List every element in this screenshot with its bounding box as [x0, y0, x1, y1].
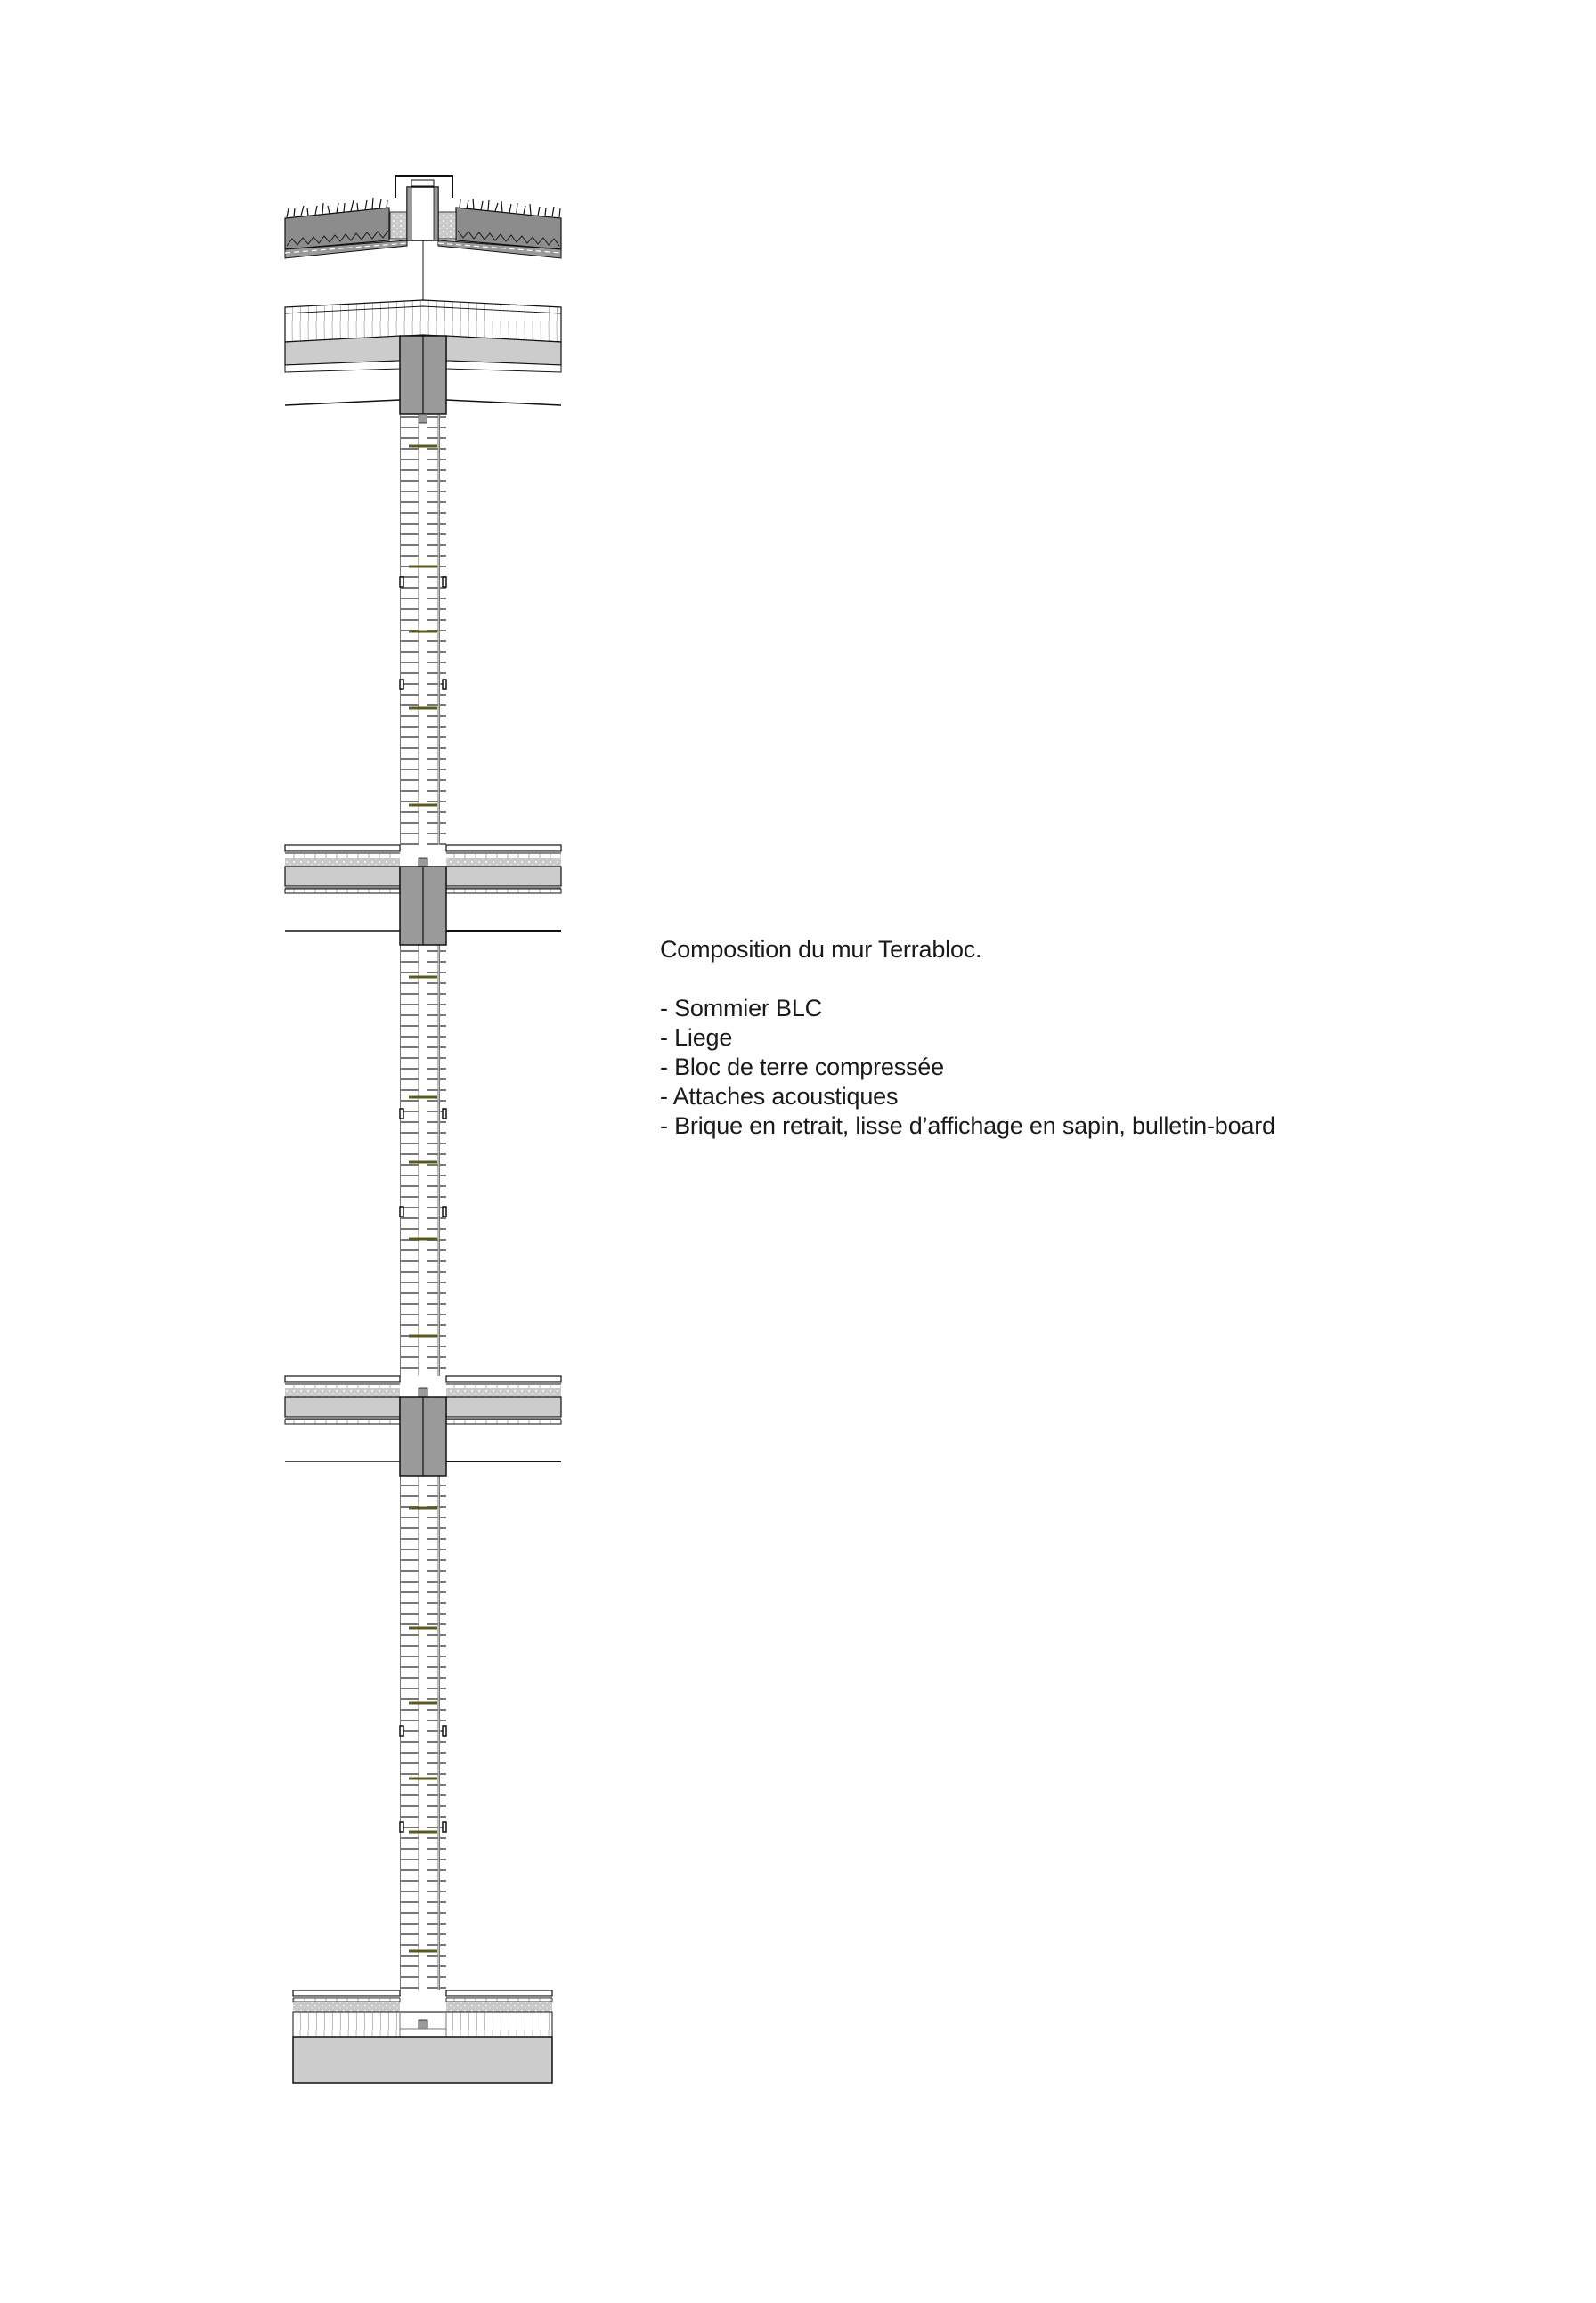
ground-slab — [293, 1990, 552, 2083]
glulam-beam-floor-1 — [400, 867, 446, 945]
composition-item-brique: - Brique en retrait, lisse d’affichage en sapin, bulletin-board — [660, 1112, 1275, 1139]
composition-item-bloc-terre: - Bloc de terre compressée — [660, 1054, 944, 1080]
earth-block-wall — [400, 415, 446, 1990]
composition-list — [660, 994, 1275, 1141]
glulam-beam-roof — [400, 336, 446, 423]
composition-item-liege: - Liege — [660, 1024, 733, 1051]
composition-item-attaches: - Attaches acoustiques — [660, 1083, 899, 1110]
wall-composition-caption — [660, 935, 1275, 1141]
composition-item-sommier: - Sommier BLC — [660, 995, 822, 1021]
caption-title: Composition du mur Terrabloc. — [660, 936, 982, 963]
glulam-beam-floor-2 — [400, 1397, 446, 1476]
parapet — [390, 176, 456, 303]
